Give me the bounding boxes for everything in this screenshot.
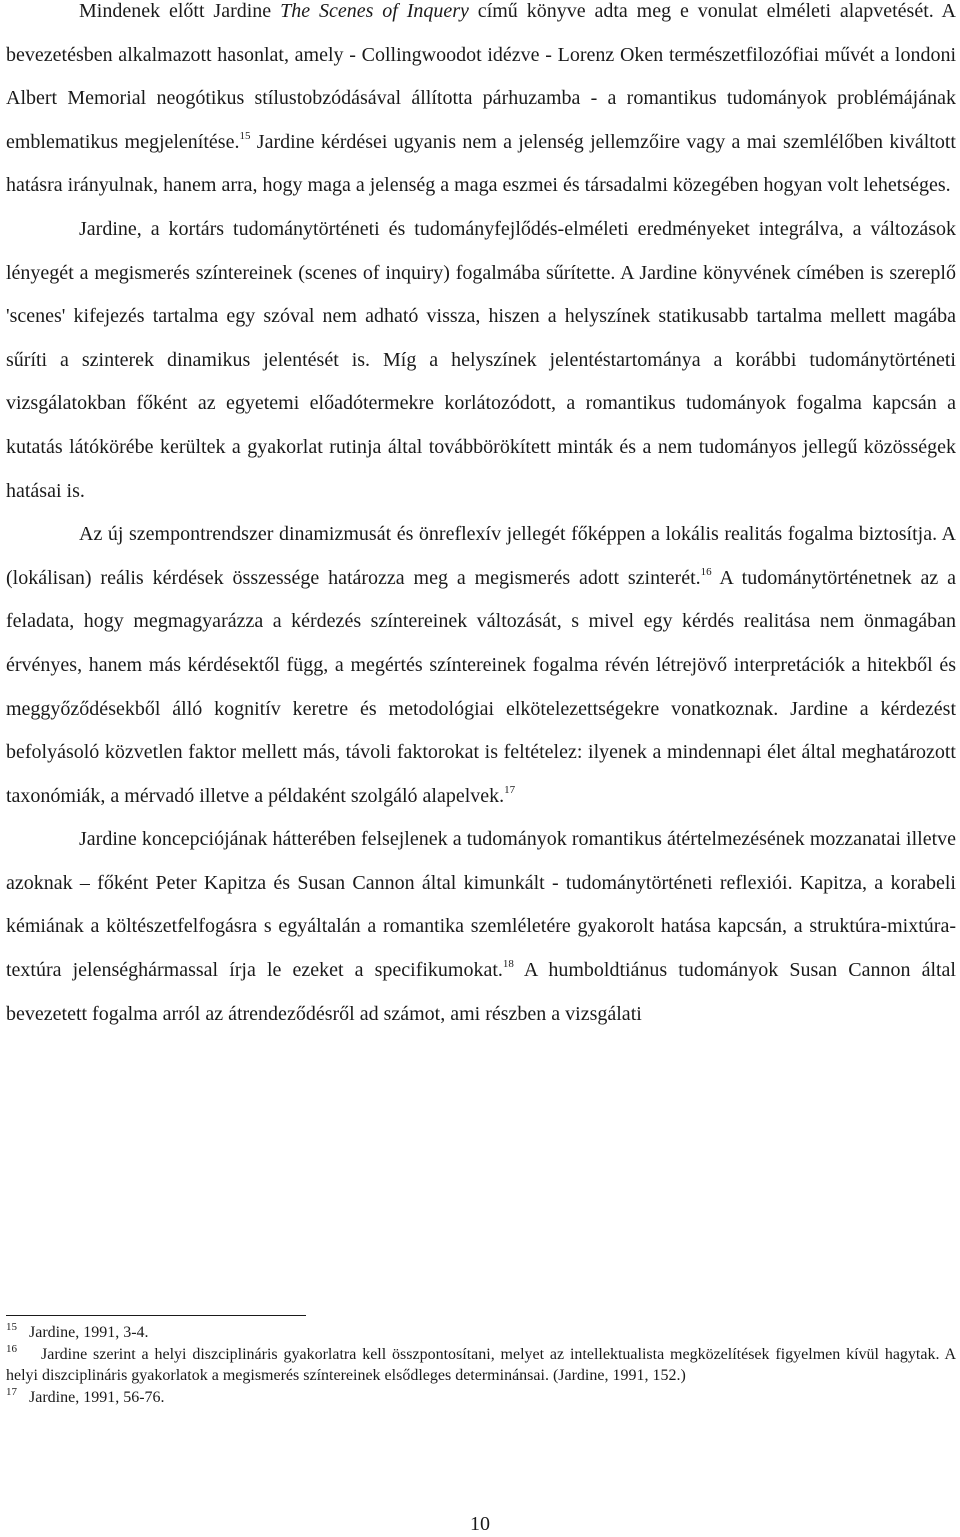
paragraph: [6, 0, 956, 208]
text-run: A tudománytörténetnek az a feladata, hogy megmagyarázza a kérdezés színtereinek változását, s mivel egy kérdés realitása nem önmagában érvényes, hanem más kérdésektől függ, a megértés színtereinek fogalma révén létrejövő interpretációk a hitekből és meggyőződésekből álló kognitív keretre és metodológiai elkötelezettségekre vonatkoznak. Jardine a kérdezést befolyásoló közvetlen faktor mellett más, távoli faktorokat is feltételez: ilyenek a mindennapi élet által meghatározott taxonómiák, a mérvadó illetve a példaként szolgáló alapelvek.: [6, 566, 956, 807]
paragraph: [6, 208, 956, 513]
footnote-text: Jardine, 1991, 56-76.: [29, 1388, 165, 1406]
text-run: Mindenek előtt Jardine: [79, 0, 281, 22]
footnote-number: 16: [6, 1342, 17, 1355]
text-run: Jardine kérdései ugyanis nem a jelenség jellemzőire vagy a mai szemlélőben kiváltott hatásra irányulnak, hanem arra, hogy maga a jelenség a maga eszmei és társadalmi közegében hogyan volt lehetséges.: [6, 130, 956, 197]
footnotes: [6, 1322, 956, 1408]
footnote-separator: [6, 1315, 306, 1316]
footnote: [6, 1387, 956, 1409]
footnote-reference: 15: [239, 129, 251, 142]
text-run: című könyve adta meg e vonulat elméleti alapvetését. A bevezetésben alkalmazott hasonlat, amely - Collingwoodot idézve - Lorenz Oken természetfilozófiai művét a londoni Albert Memorial neogótikus stílustobzódásával állította párhuzamba - a romantikus tudományok problémájának emblematikus megjelenítése.: [6, 0, 956, 153]
text-run: Jardine, a kortárs tudománytörténeti és tudományfejlődés-elméleti eredményeket integrálva, a változások lényegét a megismerés színtereinek (scenes of inquiry) fogalmába sűrítette. A Jardine könyvének címében is szereplő 'scenes' kifejezés tartalma egy szóval nem adható vissza, hiszen a helyszínek statikusabb tartalma mellett magába sűríti a szinterek dinamikus jelentését is. Míg a helyszínek jelentéstartománya a korábbi tudománytörténeti vizsgálatokban főként az egyetemi előadótermekre korlátozódott, a romantikus tudományok fogalma kapcsán a kutatás látókörébe kerültek a gyakorlat rutinja által továbbörökített minták és a nem tudományos jellegű közösségek hatásai is.: [6, 217, 956, 502]
book-title: The Scenes of Inquery: [280, 0, 469, 22]
text-run: Jardine koncepciójának hátterében felsejlenek a tudományok romantikus átértelmezésének mozzanatai illetve azoknak – főként Peter Kapitza és Susan Cannon által kimunkált - tudománytörténeti reflexiói. Kapitza, a korabeli kémiának a költészetfelfogásra s egyáltalán a romantika szemléletére gyakorolt hatása kapcsán, a struktúra-mixtúra-textúra jelenséghármassal írja le ezeket a specifikumokat.: [6, 828, 956, 982]
footnote: [6, 1344, 956, 1387]
footnote-text: Jardine, 1991, 3-4.: [29, 1324, 149, 1341]
footnote-reference: 17: [504, 783, 516, 796]
body-text: [6, 0, 956, 1036]
paragraph: [6, 818, 956, 1036]
footnote: [6, 1322, 956, 1344]
footnote-text: Jardine szerint a helyi diszciplináris gyakorlatra kell összpontosítani, melyet az intellektualista megközelítések figyelmen kívül hagytak. A helyi diszciplináris gyakorlatok a megismerés színtereinek elsődleges determinánsai. (Jardine, 1991, 152.): [6, 1345, 956, 1384]
footnote-reference: 16: [700, 565, 712, 578]
footnote-number: 17: [6, 1385, 17, 1398]
text-run: Az új szempontrendszer dinamizmusát és önreflexív jellegét főképpen a lokális realitás fogalma biztosítja. A (lokálisan) reális kérdések összessége határozza meg a megismerés adott szinterét.: [6, 523, 956, 589]
text-run: A humboldtiánus tudományok Susan Cannon által bevezetett fogalma arról az átrendeződésről ad számot, ami részben a vizsgálati: [6, 959, 956, 1025]
footnote-reference: 18: [502, 958, 514, 971]
paragraph: [6, 513, 956, 818]
footnote-number: 15: [6, 1321, 17, 1333]
page-number: 10: [470, 1513, 490, 1535]
page: [6, 0, 956, 1036]
